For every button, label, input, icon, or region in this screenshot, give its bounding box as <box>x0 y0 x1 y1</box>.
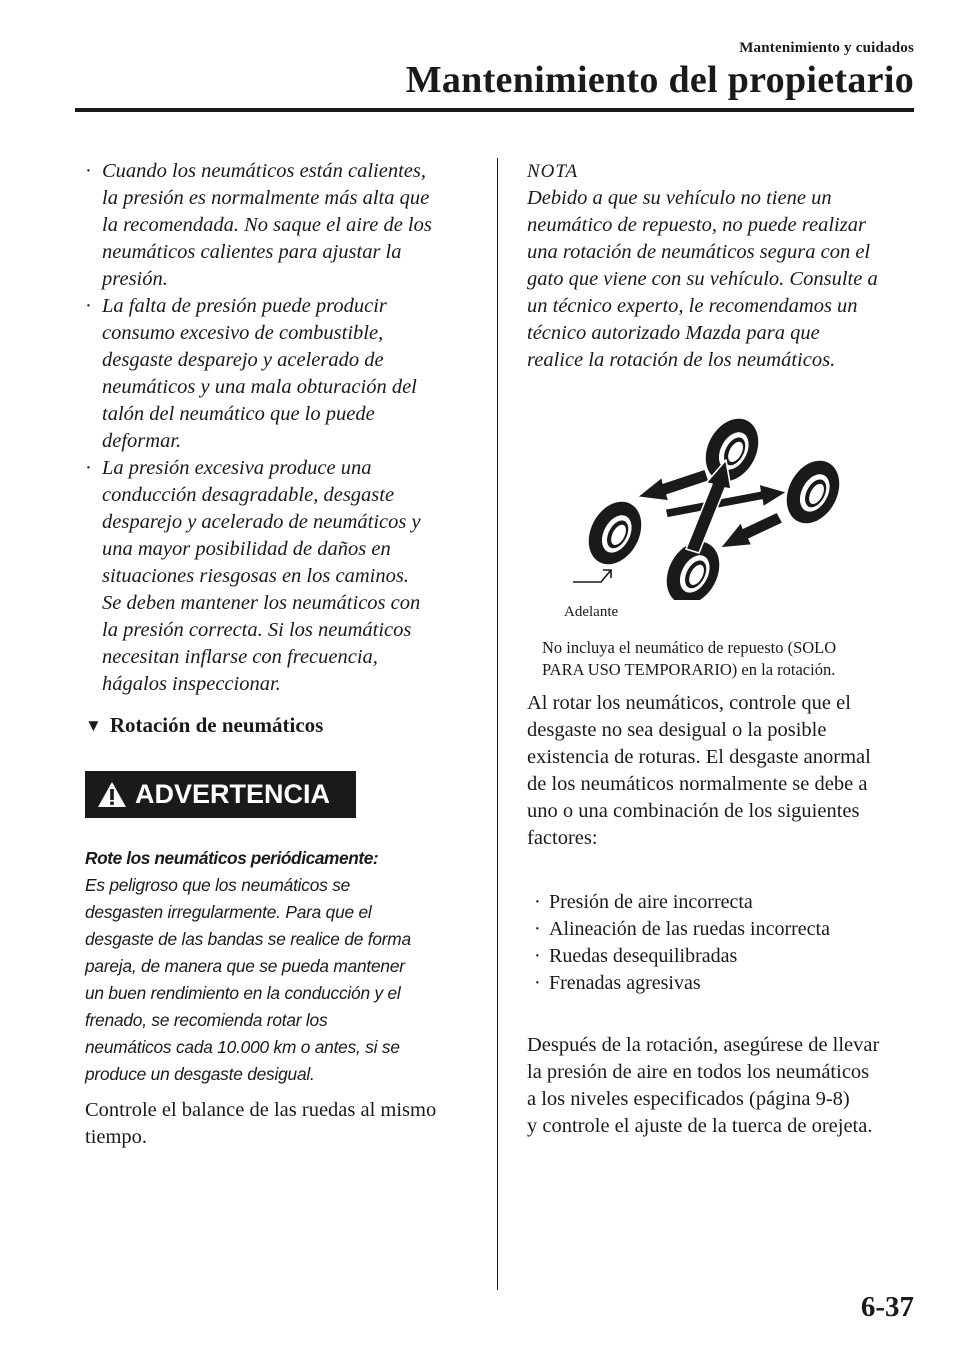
nota-line: un técnico experto, le recomendamos un <box>527 295 858 317</box>
paragraph-line: Al rotar los neumáticos, controle que el <box>527 692 851 714</box>
warning-badge <box>85 771 356 818</box>
bullet-line: conducción desagradable, desgaste <box>102 484 395 506</box>
warning-line: desgasten irregularmente. Para que el <box>85 902 372 922</box>
bullet-item <box>85 158 480 293</box>
paragraph-line: a los niveles especificados (página 9-8) <box>527 1088 850 1110</box>
nota-line: gato que viene con su vehículo. Consulte a <box>527 268 878 290</box>
diagram-caption <box>542 637 902 681</box>
rotation-arrow <box>637 469 709 501</box>
paragraph-line: y controle el ajuste de la tuerca de orejeta. <box>527 1115 873 1137</box>
warning-title: Rote los neumáticos periódicamente: <box>85 848 379 868</box>
nota-line: Debido a que su vehículo no tiene un <box>527 187 832 209</box>
tire-rotation-diagram <box>545 410 845 600</box>
running-header-section: Mantenimiento y cuidados <box>739 40 914 56</box>
running-header-title: Mantenimiento del propietario <box>405 59 914 101</box>
bullet-line: talón del neumático que lo puede <box>102 403 375 425</box>
balance-paragraph <box>85 1097 480 1151</box>
warning-line: frenado, se recomienda rotar los <box>85 1010 328 1030</box>
bullet-line: neumáticos calientes para ajustar la <box>102 241 402 263</box>
paragraph-line: uno o una combinación de los siguientes <box>527 800 860 822</box>
caption-line: No incluya el neumático de repuesto (SOLO <box>542 638 837 657</box>
list-item: · Alineación de las ruedas incorrecta <box>534 916 914 943</box>
wear-paragraph <box>527 690 922 852</box>
warning-body <box>85 845 480 1088</box>
bullet-line: desgaste desparejo y acelerado de <box>102 349 384 371</box>
paragraph-line: desgaste no sea desigual o la posible <box>527 719 827 741</box>
nota-heading: NOTA <box>527 161 579 182</box>
bullet-item <box>85 455 480 698</box>
front-direction-icon <box>573 570 611 582</box>
tire-pressure-bullets <box>85 158 480 698</box>
caption-line: PARA USO TEMPORARIO) en la rotación. <box>542 660 836 679</box>
bullet-line: la presión correcta. Si los neumáticos <box>102 619 412 641</box>
warning-line: un buen rendimiento en la conducción y el <box>85 983 401 1003</box>
header-rule <box>75 108 914 112</box>
nota-block <box>527 158 922 374</box>
bullet-line: desparejo y acelerado de neumáticos y <box>102 511 421 533</box>
bullet-line: una mayor posibilidad de daños en <box>102 538 391 560</box>
bullet-line: Se deben mantener los neumáticos con <box>102 592 421 614</box>
warning-line: produce un desgaste desigual. <box>85 1064 315 1084</box>
warning-line: pareja, de manera que se pueda mantener <box>85 956 405 976</box>
tire-icon <box>578 493 651 574</box>
rotation-arrow <box>720 512 783 548</box>
paragraph-line: factores: <box>527 827 598 849</box>
down-triangle-icon: ▼ <box>85 716 102 735</box>
list-item: · Frenadas agresivas <box>534 970 914 997</box>
front-label: Adelante <box>564 604 619 620</box>
bullet-line: presión. <box>102 268 168 290</box>
list-item: · Ruedas desequilibradas <box>534 943 914 970</box>
warning-label: ADVERTENCIA <box>135 779 331 809</box>
bullet-text: · Cuando los neumáticos están calientes, <box>85 158 480 185</box>
bullet-item <box>85 293 480 455</box>
wear-factors-list <box>534 889 914 997</box>
bullet-line: situaciones riesgosas en los caminos. <box>102 565 409 587</box>
paragraph-line: Controle el balance de las ruedas al mismo <box>85 1099 437 1121</box>
paragraph-line: Después de la rotación, asegúrese de llevar <box>527 1034 880 1056</box>
paragraph-line: de los neumáticos normalmente se debe a <box>527 773 868 795</box>
warning-icon <box>97 781 127 808</box>
page-number: 6-37 <box>860 1291 914 1323</box>
bullet-line: la recomendada. No saque el aire de los <box>102 214 432 236</box>
paragraph-line: la presión de aire en todos los neumáticos <box>527 1061 870 1083</box>
column-divider <box>497 158 498 1290</box>
nota-line: realice la rotación de los neumáticos. <box>527 349 836 371</box>
bullet-text: · La falta de presión puede producir <box>85 293 480 320</box>
nota-line: una rotación de neumáticos segura con el <box>527 241 871 263</box>
nota-line: neumático de repuesto, no puede realizar <box>527 214 866 236</box>
bullet-line: consumo excesivo de combustible, <box>102 322 384 344</box>
bullet-line: la presión es normalmente más alta que <box>102 187 430 209</box>
paragraph-line: tiempo. <box>85 1126 148 1148</box>
bullet-text: · La presión excesiva produce una <box>85 455 480 482</box>
warning-line: desgaste de las bandas se realice de forma <box>85 929 411 949</box>
section-heading-text: Rotación de neumáticos <box>109 713 324 737</box>
bullet-line: deformar. <box>102 430 182 452</box>
bullet-line: hágalos inspeccionar. <box>102 673 281 695</box>
list-item: · Presión de aire incorrecta <box>534 889 914 916</box>
bullet-line: neumáticos y una mala obturación del <box>102 376 417 398</box>
warning-line: neumáticos cada 10.000 km o antes, si se <box>85 1037 400 1057</box>
after-rotation-paragraph <box>527 1032 922 1140</box>
nota-line: técnico autorizado Mazda para que <box>527 322 820 344</box>
paragraph-line: existencia de roturas. El desgaste anormal <box>527 746 871 768</box>
section-heading <box>85 713 323 738</box>
warning-line: Es peligroso que los neumáticos se <box>85 875 351 895</box>
bullet-line: necesitan inflarse con frecuencia, <box>102 646 378 668</box>
